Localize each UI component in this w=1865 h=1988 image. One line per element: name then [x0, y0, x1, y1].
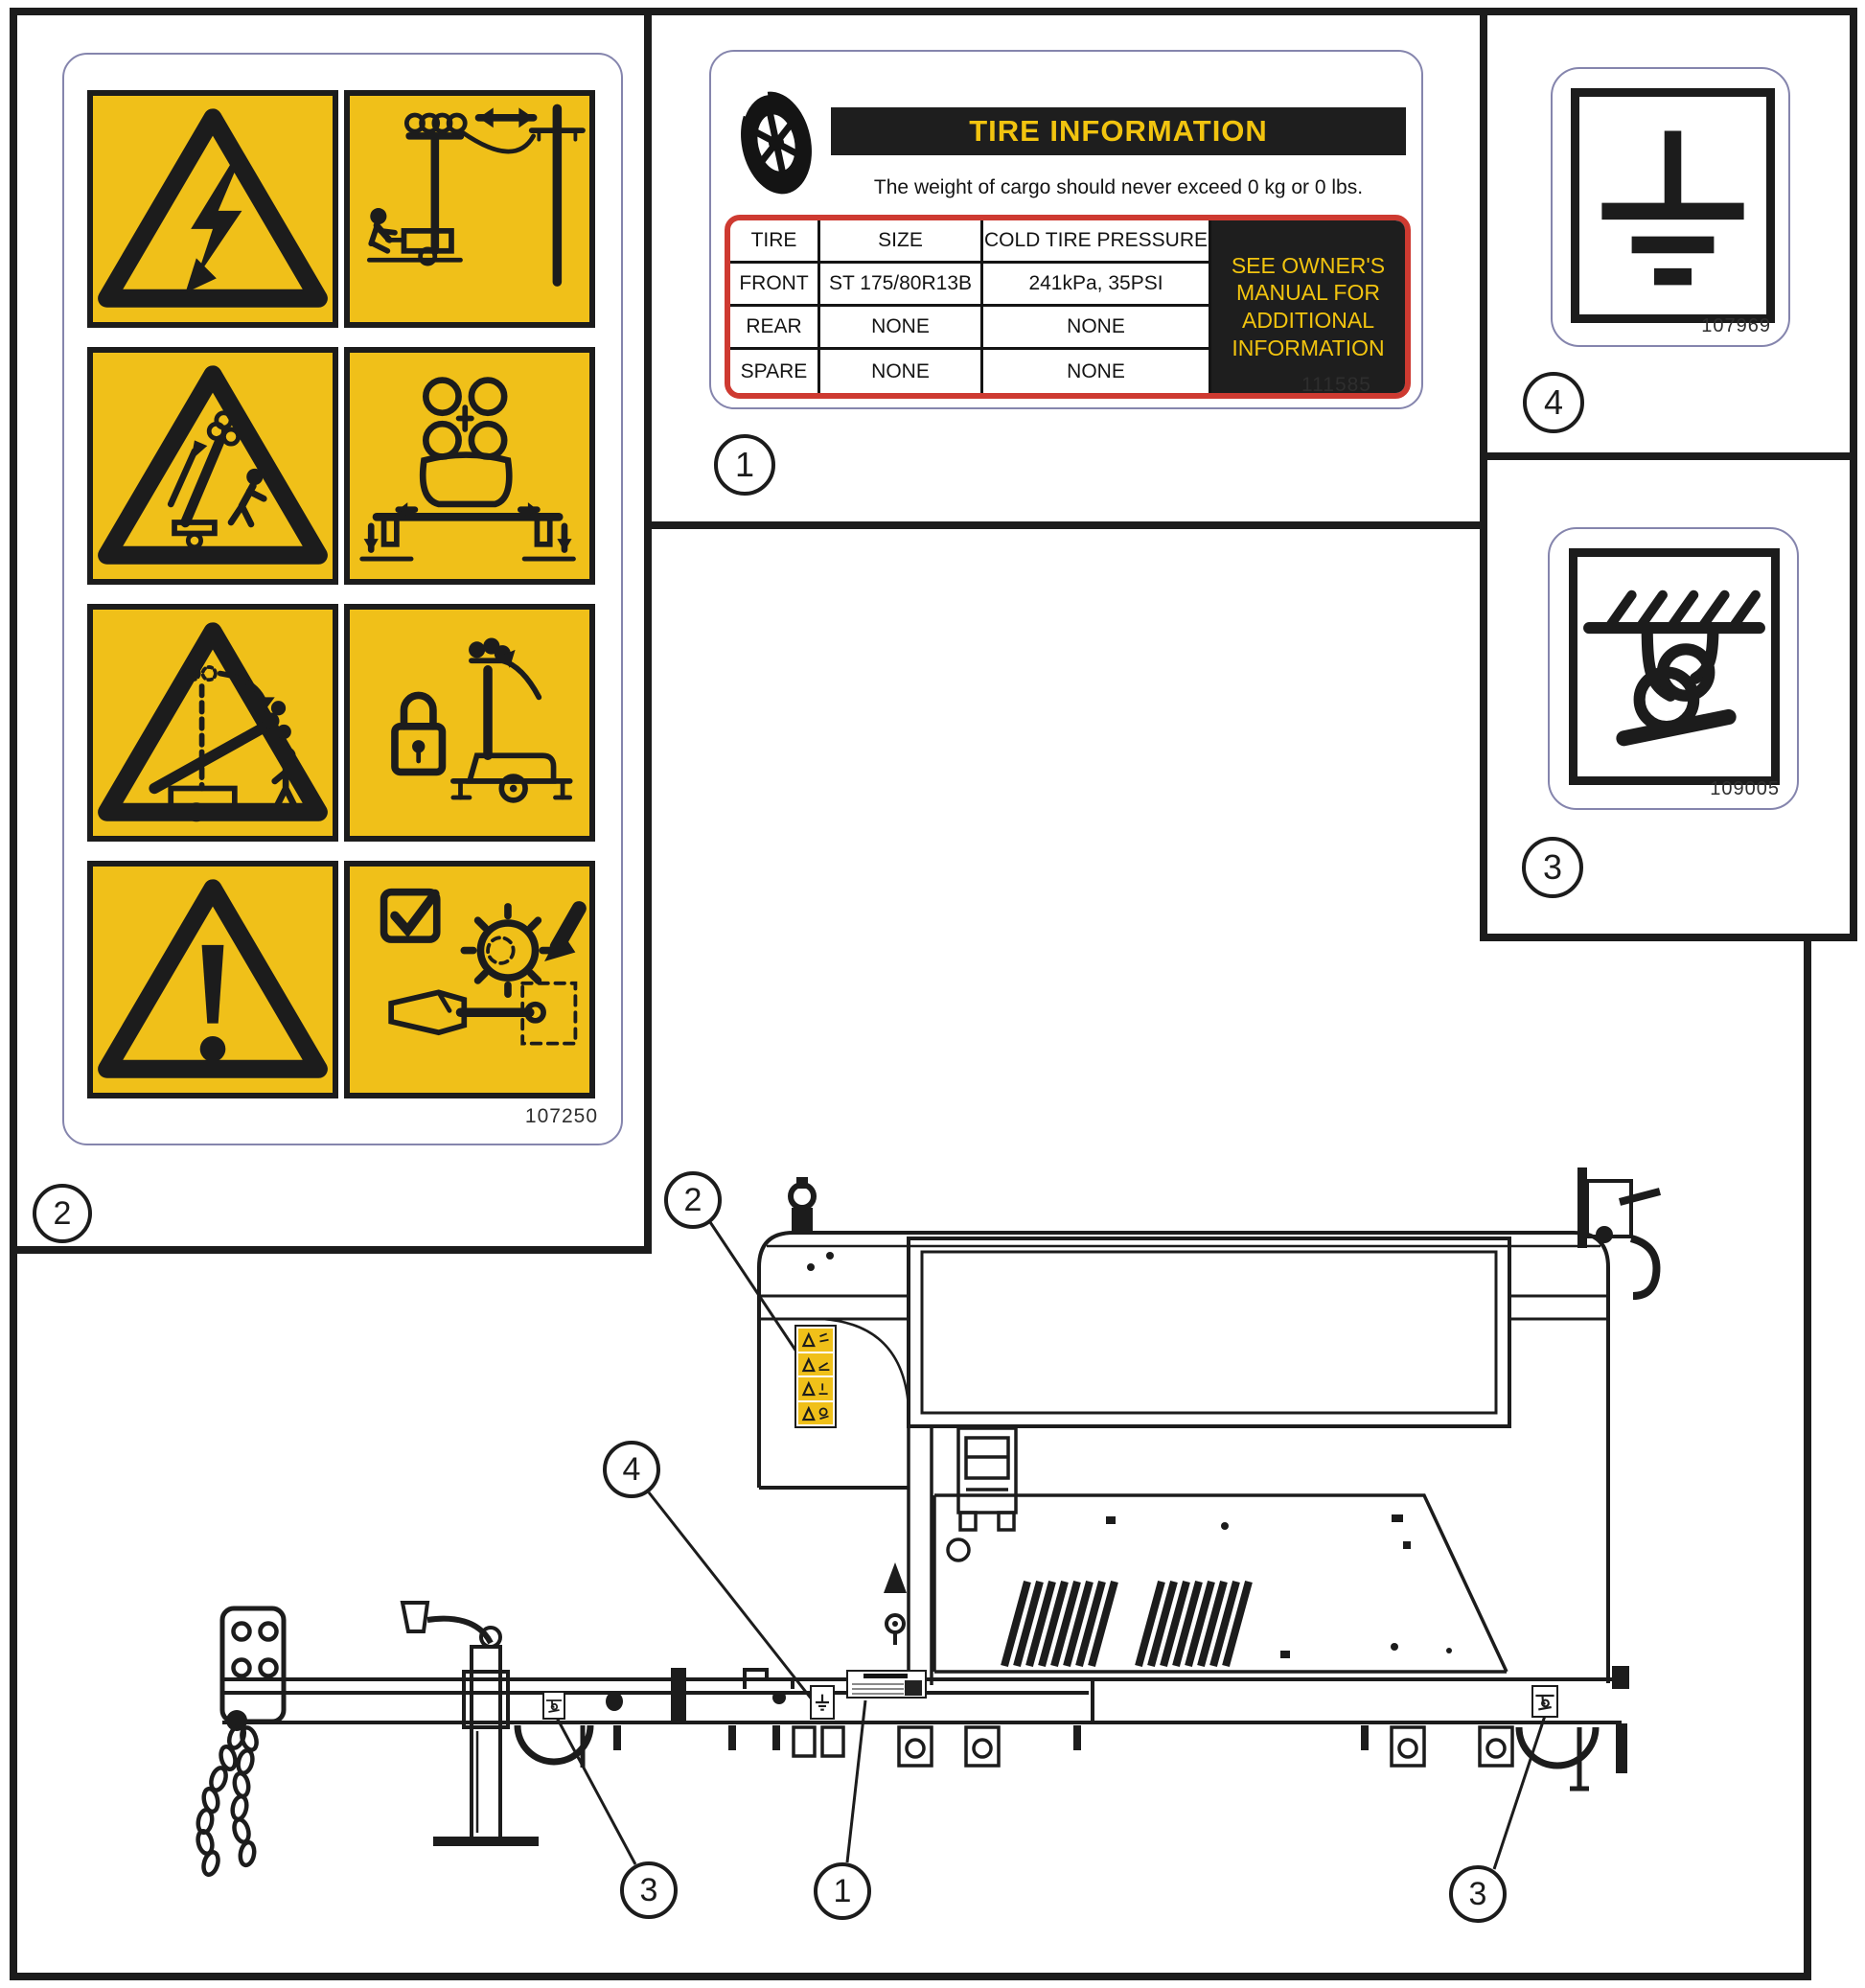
callout-4-legend: 4	[1523, 372, 1584, 433]
callout-leader-lines	[557, 1222, 1545, 1869]
entanglement-decal-location-rear	[1531, 1685, 1558, 1718]
vent-grille-left	[1004, 1582, 1115, 1666]
callout-3-diagram-front: 3	[620, 1861, 678, 1919]
tire-info-title-bar: TIRE INFORMATION	[831, 107, 1406, 155]
col-header-pressure: COLD TIRE PRESSURE	[983, 220, 1211, 264]
callout-3-diagram-rear: 3	[1449, 1865, 1507, 1923]
callout-2-diagram: 2	[664, 1171, 722, 1229]
table-cell: REAR	[730, 307, 820, 350]
cargo-weight-note: The weight of cargo should never exceed 0 kg or 0 lbs.	[873, 176, 1364, 198]
table-cell: SPARE	[730, 350, 820, 393]
part-number: 107969	[1701, 315, 1771, 336]
tire-decal-location	[846, 1670, 927, 1699]
part-number: 107250	[524, 1105, 598, 1127]
part-number: 109005	[1710, 778, 1780, 799]
callout-1-diagram: 1	[814, 1862, 871, 1920]
table-cell: FRONT	[730, 264, 820, 307]
warning-decal-107250	[62, 53, 623, 1145]
drawing-panel-left-border	[10, 1246, 17, 1980]
rear-latch	[1577, 1167, 1660, 1296]
warning-decal-location	[794, 1325, 837, 1428]
callout-3-legend: 3	[1522, 837, 1583, 898]
safety-chains	[196, 1723, 259, 1876]
table-cell: NONE	[820, 307, 983, 350]
mast-tip-over-warning-triangle-icon	[87, 604, 338, 842]
callout-4-diagram: 4	[603, 1441, 660, 1498]
see-owners-manual-note: SEE OWNER'S MANUAL FOR ADDITIONAL INFORMATION	[1211, 220, 1405, 393]
front-wheel	[518, 1725, 590, 1762]
table-cell: NONE	[983, 350, 1211, 393]
frame-pegs	[613, 1666, 1629, 1773]
insert-lock-pin-icon	[344, 861, 595, 1098]
body-fasteners	[807, 1252, 1452, 1658]
mast-keyhole	[886, 1615, 904, 1645]
drawing-panel-bottom-border	[10, 1973, 1811, 1980]
electrical-ground-symbol-icon	[1571, 88, 1775, 323]
col-header-tire: TIRE	[730, 220, 820, 264]
callout-2-legend: 2	[33, 1184, 92, 1243]
entanglement-decal-location-front	[542, 1691, 565, 1720]
high-voltage-warning-triangle-icon	[87, 90, 338, 328]
spring-hangers	[794, 1727, 1512, 1766]
col-header-size: SIZE	[820, 220, 983, 264]
general-warning-triangle-icon	[87, 861, 338, 1098]
overhead-sling-entanglement-icon	[1569, 548, 1780, 785]
deploy-outriggers-icon	[344, 347, 595, 585]
callout-1-legend: 1	[714, 434, 775, 496]
fuel-cap	[948, 1539, 969, 1560]
table-cell: NONE	[983, 307, 1211, 350]
table-cell: NONE	[820, 350, 983, 393]
tire-decal-111585	[709, 50, 1423, 409]
entanglement-decal-109005	[1548, 527, 1799, 810]
drawing-panel-right-border	[1804, 934, 1811, 1980]
mast-pointer	[884, 1562, 907, 1593]
keep-clear-of-power-lines-icon	[344, 90, 595, 328]
tire-pressure-table	[725, 215, 1411, 399]
table-cell: ST 175/80R13B	[820, 264, 983, 307]
hitch-plate	[222, 1608, 284, 1722]
part-number: 111585	[1301, 374, 1371, 396]
coupler-hardware	[606, 1668, 793, 1722]
ground-decal-location	[810, 1685, 835, 1720]
table-cell: 241kPa, 35PSI	[983, 264, 1211, 307]
tire-icon	[738, 86, 815, 199]
lock-mast-before-towing-icon	[344, 604, 595, 842]
ground-decal-107969	[1551, 67, 1790, 347]
tower-raise-crush-warning-triangle-icon	[87, 347, 338, 585]
vent-grille-right	[1139, 1582, 1249, 1666]
mast-winch-bracket	[958, 1428, 1016, 1530]
